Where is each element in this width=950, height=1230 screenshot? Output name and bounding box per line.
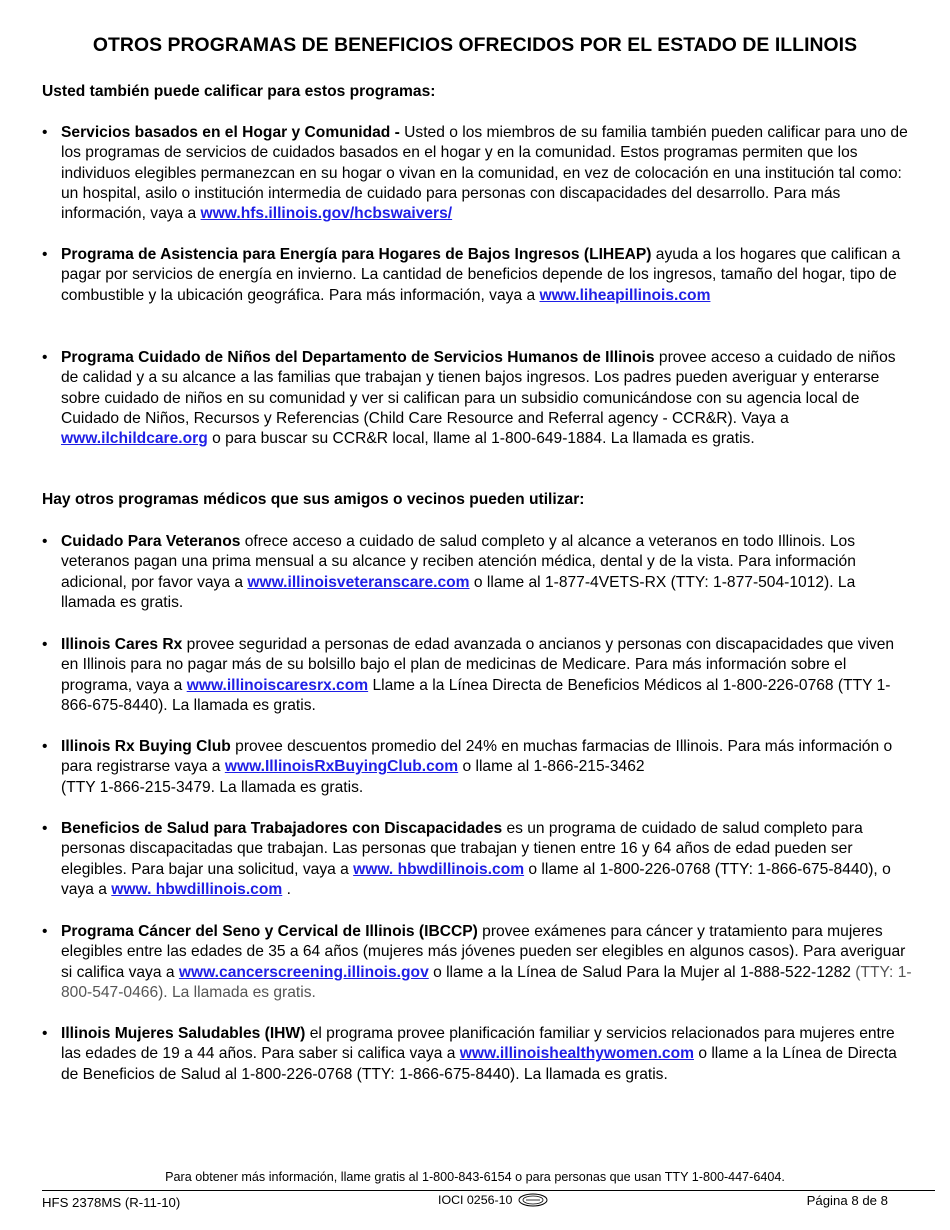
bullet: • bbox=[42, 246, 48, 263]
list-item-ibccp bbox=[42, 922, 912, 1003]
item-text-after: . bbox=[282, 880, 291, 898]
item-title: Illinois Cares Rx bbox=[61, 636, 183, 653]
item-title: Illinois Rx Buying Club bbox=[61, 738, 231, 755]
link-hcbswaivers[interactable]: www.hfs.illinois.gov/hcbswaivers/ bbox=[200, 205, 453, 223]
item-title: Programa Cáncer del Seno y Cervical de Illinois (IBCCP) bbox=[61, 923, 478, 940]
item-text-after: Llame a la Línea Directa de Beneficios Médicos al 1-800-226-0768 (TTY 1-866-675-8440). La llamada es gratis. bbox=[61, 676, 891, 714]
link-rxbuyingclub[interactable]: www.IllinoisRxBuyingClub.com bbox=[224, 758, 459, 776]
item-text-line2: (TTY 1-866-215-3479. La llamada es gratis. bbox=[61, 778, 364, 796]
item-text-after: o para buscar su CCR&R local, llame al 1-800-649-1884. La llamada es gratis. bbox=[207, 430, 755, 448]
control-number bbox=[438, 1193, 548, 1207]
item-text-after: o llame a la Línea de Salud Para la Mujer al 1-888-522-1282 bbox=[428, 963, 851, 981]
control-number-text: IOCI 0256-10 bbox=[438, 1193, 513, 1207]
item-title: Illinois Mujeres Saludables (IHW) bbox=[61, 1025, 306, 1042]
item-title: Programa de Asistencia para Energía para Hogares de Bajos Ingresos (LIHEAP) bbox=[61, 246, 652, 263]
item-text-after: o llame al 1-877-4VETS-RX (TTY: 1-877-504-1012). La llamada es gratis. bbox=[61, 573, 856, 611]
section-heading-eligible: Usted también puede calificar para estos programas: bbox=[42, 83, 436, 100]
item-title: Cuidado Para Veteranos bbox=[61, 533, 241, 550]
list-item-hcbs bbox=[42, 123, 912, 224]
item-text: provee acceso a cuidado de niños de calidad y a su alcance a las familias que trabajan y tienen bajos ingresos. Los padres pueden averiguar y enterarse sobre cuidado de niños en su comunidad y ver si califican para un subsidio comunicándose con su agencia local de Cuidado de Niños, Recursos y Referencias (Child Care Resource and Referral agency - CCR&R). Vaya a bbox=[61, 349, 896, 427]
item-text: provee seguridad a personas de edad avanzada o ancianos y personas con discapacidades que viven en Illinois para no pagar más de su bolsillo bajo el plan de medicinas de Medicare. Para más información sobre el programa, vaya a bbox=[61, 636, 895, 694]
bullet: • bbox=[42, 349, 48, 366]
item-text: ayuda a los hogares que califican a pagar por servicios de energía en invierno. La cantidad de beneficios depende de los ingresos, tamaño del hogar, tipo de combustible y la ubicación geográfica. Para más información, vaya a bbox=[61, 246, 901, 304]
item-text-gray: (TTY: 1-800-547-0466). La llamada es gratis. bbox=[61, 963, 912, 1001]
footer-divider bbox=[42, 1190, 935, 1191]
item-text: es un programa de cuidado de salud completo para personas discapacitadas que trabajan. Las personas que trabajan y tienen entre 16 y 64 años de edad pueden ser elegibles. Para bajar una solicitud, vaya a bbox=[61, 820, 863, 878]
item-text: ofrece acceso a cuidado de salud completo y al alcance a veteranos en todo Illinois. Los veteranos pagan una prima mensual a su alcance y reciben atención médica, dental y de la vista. Para información adicional, por favor vaya a bbox=[61, 533, 856, 591]
section-heading-medical: Hay otros programas médicos que sus amigos o vecinos pueden utilizar: bbox=[42, 491, 585, 508]
item-title: Programa Cuidado de Niños del Departamento de Servicios Humanos de Illinois bbox=[61, 349, 655, 366]
item-title: Beneficios de Salud para Trabajadores con Discapacidades bbox=[61, 820, 503, 837]
item-text-after: o llame a la Línea de Directa de Beneficios de Salud al 1-800-226-0768 (TTY: 1-866-675-8440). La llamada es gratis. bbox=[61, 1045, 897, 1083]
bullet: • bbox=[42, 923, 48, 940]
link-hbwdillinois-2[interactable]: www. hbwdillinois.com bbox=[111, 880, 283, 898]
link-ilchildcare[interactable]: www.ilchildcare.org bbox=[61, 430, 208, 448]
list-item-caresrx bbox=[42, 635, 912, 716]
list-item-rxbuyingclub bbox=[42, 737, 912, 798]
item-text: provee descuentos promedio del 24% en muchas farmacias de Illinois. Para más información o para registrarse vaya a bbox=[61, 738, 893, 776]
list-item-ihw bbox=[42, 1024, 912, 1085]
item-text-mid: o llame al 1-800-226-0768 (TTY: 1-866-675-8440), o vaya a bbox=[61, 860, 891, 898]
union-bug-icon bbox=[518, 1193, 548, 1207]
link-veteranscare[interactable]: www.illinoisveteranscare.com bbox=[247, 573, 470, 591]
bullet: • bbox=[42, 1025, 48, 1042]
bullet: • bbox=[42, 124, 48, 141]
item-title: Servicios basados en el Hogar y Comunidad - bbox=[61, 124, 400, 141]
bullet: • bbox=[42, 738, 48, 755]
page-number: Página 8 de 8 bbox=[806, 1193, 888, 1208]
item-text: el programa provee planificación familiar y servicios relacionados para mujeres entre las edades de 19 a 44 años. Para saber si califica vaya a bbox=[61, 1025, 895, 1063]
link-liheap[interactable]: www.liheapillinois.com bbox=[539, 286, 711, 304]
page-title: OTROS PROGRAMAS DE BENEFICIOS OFRECIDOS POR EL ESTADO DE ILLINOIS bbox=[92, 34, 858, 56]
bullet: • bbox=[42, 636, 48, 653]
item-text-after: o llame al 1-866-215-3462 bbox=[458, 758, 645, 776]
item-text: provee exámenes para cáncer y tratamiento para mujeres elegibles entre las edades de 35 a 64 años (mujeres más jóvenes pueden ser elegibles en algunos casos). Para averiguar si califica vaya a bbox=[61, 923, 906, 981]
link-hbwdillinois[interactable]: www. hbwdillinois.com bbox=[353, 860, 525, 878]
footer-contact-note: Para obtener más información, llame gratis al 1-800-843-6154 o para personas que usan TTY 1-800-447-6404. bbox=[165, 1170, 785, 1184]
item-text: Usted o los miembros de su familia también pueden calificar para uno de los programas de servicios de cuidados basados en el hogar y en la comunidad. Estos programas permiten que los individuos elegibles permanezcan en su hogar o vivan en la comunidad, en vez de colocación en una institución tal como: un hospital, asilo o institución intermedia de cuidado para personas con discapacidades del desarrollo. Para más información, vaya a bbox=[61, 124, 908, 223]
link-healthywomen[interactable]: www.illinoishealthywomen.com bbox=[459, 1045, 694, 1063]
list-item-veterans bbox=[42, 532, 912, 613]
bullet: • bbox=[42, 533, 48, 550]
list-item-childcare bbox=[42, 348, 912, 449]
bullet: • bbox=[42, 820, 48, 837]
link-cancerscreening[interactable]: www.cancerscreening.illinois.gov bbox=[178, 963, 429, 981]
list-item-hbwd bbox=[42, 819, 912, 900]
form-number: HFS 2378MS (R-11-10) bbox=[42, 1195, 181, 1210]
link-caresrx[interactable]: www.illinoiscaresrx.com bbox=[186, 676, 369, 694]
list-item-liheap bbox=[42, 245, 912, 306]
